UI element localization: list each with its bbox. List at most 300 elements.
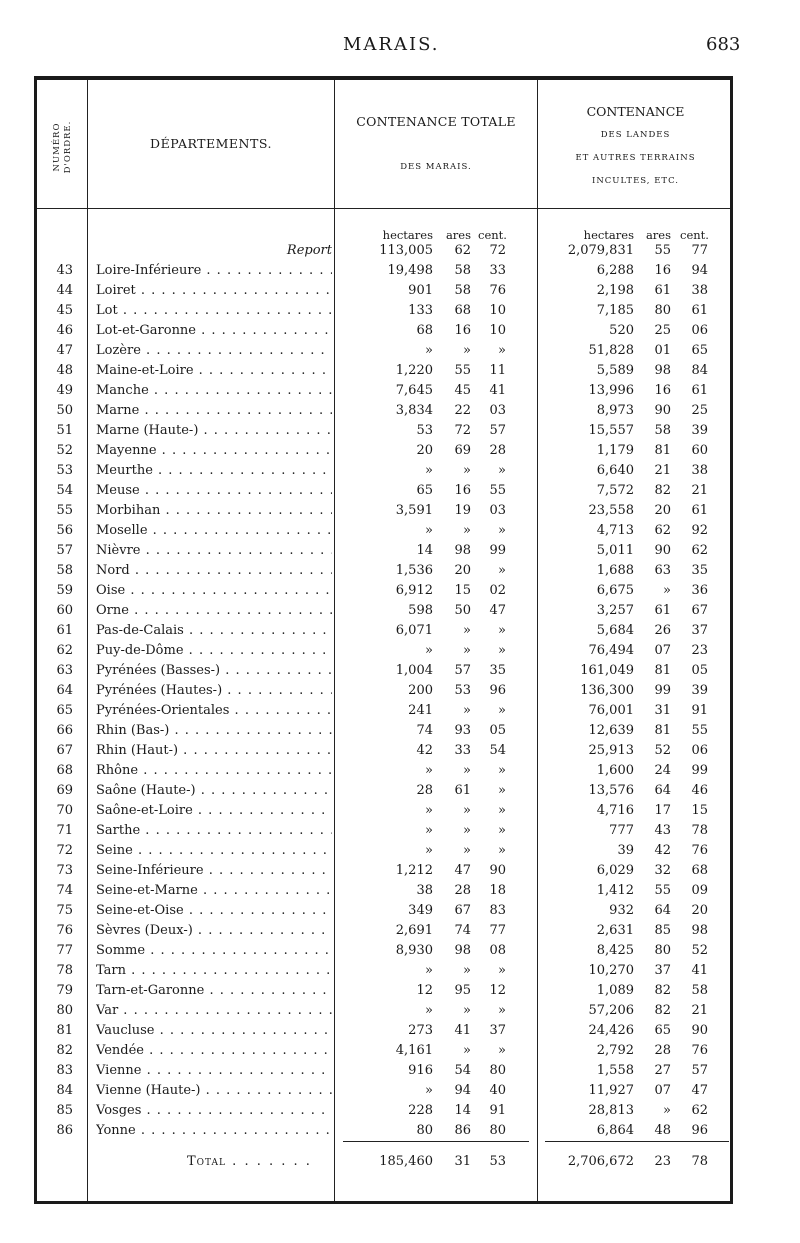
landes-cent: 76	[691, 843, 708, 858]
row-number: 63	[56, 663, 73, 678]
marais-cent: »	[498, 563, 506, 578]
marais-cent: 80	[489, 1123, 506, 1138]
marais-hectares: »	[425, 1003, 433, 1018]
landes-cent: 78	[691, 823, 708, 838]
table-row	[37, 541, 730, 561]
row-number: 43	[56, 263, 73, 278]
table-row	[37, 561, 730, 581]
landes-ares: 80	[654, 943, 671, 958]
table-row	[37, 721, 730, 741]
marais-cent: »	[498, 763, 506, 778]
marais-cent: 72	[489, 243, 506, 258]
landes-hectares: 777	[609, 823, 634, 838]
landes-ares: 98	[654, 363, 671, 378]
marais-cent: 90	[489, 863, 506, 878]
landes-hectares: 2,706,672	[567, 1154, 634, 1169]
landes-hectares: 23,558	[588, 503, 634, 518]
table-row	[37, 441, 730, 461]
departement-name: Tarn . . .	[96, 961, 332, 981]
marais-hectares: 20	[416, 443, 433, 458]
row-number: 52	[56, 443, 73, 458]
landes-hectares: 6,640	[596, 463, 634, 478]
marais-ares: 72	[454, 423, 471, 438]
row-number: 86	[56, 1123, 73, 1138]
table-row	[37, 421, 730, 441]
landes-ares: 55	[654, 883, 671, 898]
landes-cent: 47	[691, 1083, 708, 1098]
departement-name: Vaucluse . . .	[96, 1021, 332, 1041]
marais-hectares: 273	[408, 1023, 433, 1038]
marais-ares: »	[463, 523, 471, 538]
table-row	[37, 1041, 730, 1061]
table-row	[37, 1101, 730, 1121]
landes-ares: 81	[654, 663, 671, 678]
landes-ares: 07	[654, 1083, 671, 1098]
landes-ares: 61	[654, 603, 671, 618]
row-number: 62	[56, 643, 73, 658]
landes-hectares: 11,927	[588, 1083, 634, 1098]
landes-hectares: 57,206	[588, 1003, 634, 1018]
landes-ares: 61	[654, 283, 671, 298]
row-number: 58	[56, 563, 73, 578]
marais-ares: 16	[454, 323, 471, 338]
marais-hectares: »	[425, 963, 433, 978]
row-number: 64	[56, 683, 73, 698]
marais-ares: 54	[454, 1063, 471, 1078]
marais-cent: »	[498, 623, 506, 638]
marais-hectares: 598	[408, 603, 433, 618]
landes-ares: 58	[654, 423, 671, 438]
landes-ares: 43	[654, 823, 671, 838]
marais-hectares: 1,212	[395, 863, 433, 878]
marais-cent: 53	[489, 1154, 506, 1169]
table-row	[37, 861, 730, 881]
landes-ares: 82	[654, 1003, 671, 1018]
landes-cent: 77	[691, 243, 708, 258]
landes-hectares: 2,631	[596, 923, 634, 938]
landes-ares: 42	[654, 843, 671, 858]
landes-cent: 20	[691, 903, 708, 918]
marais-hectares: »	[425, 803, 433, 818]
landes-hectares: 13,576	[588, 783, 634, 798]
departement-name: Sarthe . . .	[96, 821, 332, 841]
landes-ares: 81	[654, 723, 671, 738]
departement-name: Pyrénées-Orientales . . .	[96, 701, 332, 721]
landes-hectares: 7,185	[596, 303, 634, 318]
landes-hectares: 13,996	[588, 383, 634, 398]
marais-cent: 33	[489, 263, 506, 278]
marais-hectares: 6,912	[395, 583, 433, 598]
marais-cent: »	[498, 1043, 506, 1058]
marais-hectares: 133	[408, 303, 433, 318]
marais-cent: 57	[489, 423, 506, 438]
landes-hectares: 10,270	[588, 963, 634, 978]
table-row	[37, 361, 730, 381]
landes-hectares: 2,792	[596, 1043, 634, 1058]
marais-hectares: »	[425, 643, 433, 658]
table-row	[37, 1081, 730, 1101]
total-row	[37, 1151, 730, 1173]
row-number: 47	[56, 343, 73, 358]
marais-ares: 41	[454, 1023, 471, 1038]
landes-cent: 98	[691, 923, 708, 938]
marais-ares: 58	[454, 283, 471, 298]
landes-ares: 28	[654, 1043, 671, 1058]
marais-ares: 62	[454, 243, 471, 258]
landes-ares: 21	[654, 463, 671, 478]
marais-ares: »	[463, 703, 471, 718]
marais-hectares: 113,005	[379, 243, 433, 258]
table-row	[37, 1121, 730, 1141]
marais-cent: 41	[489, 383, 506, 398]
table-row	[37, 681, 730, 701]
table-row	[37, 701, 730, 721]
landes-ares: 62	[654, 523, 671, 538]
departement-name: Rhin (Haut-) . . .	[96, 741, 332, 761]
marais-cent: »	[498, 823, 506, 838]
departement-name: Mayenne . . .	[96, 441, 332, 461]
row-number: 49	[56, 383, 73, 398]
departement-name: Rhin (Bas-) . . .	[96, 721, 332, 741]
running-title: MARAIS.	[343, 34, 440, 55]
landes-cent: 05	[691, 663, 708, 678]
marais-ares: 19	[454, 503, 471, 518]
departement-name: Sèvres (Deux-) . . .	[96, 921, 332, 941]
landes-hectares: 25,913	[588, 743, 634, 758]
page-number: 683	[706, 34, 741, 55]
landes-hectares: 76,494	[588, 643, 634, 658]
marais-cent: 03	[489, 503, 506, 518]
landes-cent: 09	[691, 883, 708, 898]
landes-ares: 90	[654, 403, 671, 418]
landes-hectares: 1,688	[596, 563, 634, 578]
marais-hectares: 901	[408, 283, 433, 298]
landes-ares: 48	[654, 1123, 671, 1138]
marais-cent: 77	[489, 923, 506, 938]
marais-hectares: 28	[416, 783, 433, 798]
landes-cent: 62	[691, 543, 708, 558]
marais-cent: 99	[489, 543, 506, 558]
departement-name: Vienne (Haute-) . . .	[96, 1081, 332, 1101]
landes-cent: 91	[691, 703, 708, 718]
marais-cent: »	[498, 523, 506, 538]
row-number: 72	[56, 843, 73, 858]
marais-ares: »	[463, 343, 471, 358]
column-header-marais-sub: DES MARAIS.	[400, 162, 472, 172]
marais-hectares: 6,071	[395, 623, 433, 638]
departement-name: Seine-Inférieure . . .	[96, 861, 332, 881]
landes-hectares: 7,572	[596, 483, 634, 498]
landes-hectares: 3,257	[596, 603, 634, 618]
marais-ares: 14	[454, 1103, 471, 1118]
marais-cent: 35	[489, 663, 506, 678]
marais-cent: 18	[489, 883, 506, 898]
departement-name: Loiret . . .	[96, 281, 332, 301]
column-header-marais: CONTENANCE TOTALE	[356, 114, 516, 129]
row-number: 69	[56, 783, 73, 798]
marais-ares: 98	[454, 943, 471, 958]
marais-cent: 28	[489, 443, 506, 458]
departement-name: Pyrénées (Basses-) . . .	[96, 661, 332, 681]
marais-ares: »	[463, 1003, 471, 1018]
landes-hectares: 5,684	[596, 623, 634, 638]
departement-name: Seine . . .	[96, 841, 332, 861]
landes-hectares: 6,029	[596, 863, 634, 878]
departement-name: Moselle . . .	[96, 521, 332, 541]
marais-ares: »	[463, 823, 471, 838]
table-row	[37, 901, 730, 921]
marais-ares: 86	[454, 1123, 471, 1138]
column-header-departements: DÉPARTEMENTS.	[150, 136, 272, 151]
landes-hectares: 6,864	[596, 1123, 634, 1138]
marais-hectares: »	[425, 463, 433, 478]
landes-cent: 15	[691, 803, 708, 818]
marais-hectares: 19,498	[387, 263, 433, 278]
marais-ares: 68	[454, 303, 471, 318]
table-row	[37, 661, 730, 681]
marais-cent: »	[498, 463, 506, 478]
landes-hectares: 1,089	[596, 983, 634, 998]
landes-cent: 39	[691, 683, 708, 698]
marais-cent: 47	[489, 603, 506, 618]
report-row	[37, 241, 730, 261]
row-number: 48	[56, 363, 73, 378]
landes-cent: 67	[691, 603, 708, 618]
marais-cent: »	[498, 343, 506, 358]
marais-hectares: »	[425, 1083, 433, 1098]
landes-cent: 76	[691, 1043, 708, 1058]
row-number: 71	[56, 823, 73, 838]
landes-cent: 06	[691, 743, 708, 758]
row-number: 79	[56, 983, 73, 998]
row-number: 74	[56, 883, 73, 898]
departement-name: Pyrénées (Hautes-) . . .	[96, 681, 332, 701]
landes-hectares: 932	[609, 903, 634, 918]
marais-hectares: 349	[408, 903, 433, 918]
departement-name: Marne . . .	[96, 401, 332, 421]
marais-cent: 12	[489, 983, 506, 998]
marais-ares: 31	[454, 1154, 471, 1169]
marais-hectares: 38	[416, 883, 433, 898]
marais-cent: 54	[489, 743, 506, 758]
marais-ares: 45	[454, 383, 471, 398]
landes-ares: 07	[654, 643, 671, 658]
landes-ares: 99	[654, 683, 671, 698]
landes-hectares: 24,426	[588, 1023, 634, 1038]
row-number: 53	[56, 463, 73, 478]
landes-cent: 94	[691, 263, 708, 278]
departement-name: Pas-de-Calais . . .	[96, 621, 332, 641]
landes-cent: 57	[691, 1063, 708, 1078]
landes-cent: 68	[691, 863, 708, 878]
unit-hectares: hectares	[382, 228, 433, 242]
row-number: 76	[56, 923, 73, 938]
landes-hectares: 2,198	[596, 283, 634, 298]
row-number: 46	[56, 323, 73, 338]
marais-hectares: 8,930	[395, 943, 433, 958]
marais-ares: 55	[454, 363, 471, 378]
marais-cent: »	[498, 843, 506, 858]
landes-cent: 39	[691, 423, 708, 438]
marais-hectares: 228	[408, 1103, 433, 1118]
landes-cent: 38	[691, 283, 708, 298]
marais-cent: »	[498, 703, 506, 718]
landes-cent: 62	[691, 1103, 708, 1118]
marais-ares: »	[463, 643, 471, 658]
marais-hectares: 3,834	[395, 403, 433, 418]
marais-cent: 02	[489, 583, 506, 598]
marais-ares: 57	[454, 663, 471, 678]
landes-cent: 84	[691, 363, 708, 378]
table-row	[37, 981, 730, 1001]
row-number: 54	[56, 483, 73, 498]
landes-ares: 01	[654, 343, 671, 358]
row-number: 73	[56, 863, 73, 878]
landes-ares: 20	[654, 503, 671, 518]
landes-ares: 23	[654, 1154, 671, 1169]
marais-cent: 10	[489, 303, 506, 318]
table-row	[37, 401, 730, 421]
marais-ares: 69	[454, 443, 471, 458]
marais-cent: 91	[489, 1103, 506, 1118]
row-number: 78	[56, 963, 73, 978]
table-row	[37, 921, 730, 941]
marais-hectares: 74	[416, 723, 433, 738]
landes-ares: 27	[654, 1063, 671, 1078]
marais-cent: 76	[489, 283, 506, 298]
landes-hectares: 520	[609, 323, 634, 338]
landes-cent: 90	[691, 1023, 708, 1038]
landes-hectares: 12,639	[588, 723, 634, 738]
landes-ares: 80	[654, 303, 671, 318]
landes-hectares: 15,557	[588, 423, 634, 438]
marais-hectares: »	[425, 763, 433, 778]
landes-hectares: 4,716	[596, 803, 634, 818]
table-row	[37, 581, 730, 601]
marais-cent: »	[498, 643, 506, 658]
row-number: 81	[56, 1023, 73, 1038]
departement-name: Manche . . .	[96, 381, 332, 401]
marais-ares: 15	[454, 583, 471, 598]
row-number: 59	[56, 583, 73, 598]
landes-hectares: 8,425	[596, 943, 634, 958]
marais-cent: 11	[489, 363, 506, 378]
row-number: 82	[56, 1043, 73, 1058]
total-rule	[545, 1141, 729, 1142]
marais-hectares: 200	[408, 683, 433, 698]
table-row	[37, 961, 730, 981]
departement-name: Lozère . . .	[96, 341, 332, 361]
table-row	[37, 521, 730, 541]
landes-cent: 61	[691, 503, 708, 518]
departement-name: Var . . .	[96, 1001, 332, 1021]
marais-ares: 58	[454, 263, 471, 278]
marais-ares: »	[463, 1043, 471, 1058]
row-number: 61	[56, 623, 73, 638]
table-row	[37, 841, 730, 861]
unit-cent: cent.	[680, 228, 709, 242]
column-header-landes: CONTENANCE	[586, 104, 685, 119]
landes-cent: 37	[691, 623, 708, 638]
marais-cent: 40	[489, 1083, 506, 1098]
row-number: 55	[56, 503, 73, 518]
row-number: 50	[56, 403, 73, 418]
landes-hectares: 5,589	[596, 363, 634, 378]
marais-cent: »	[498, 963, 506, 978]
landes-hectares: 6,675	[596, 583, 634, 598]
report-label: Report	[286, 243, 332, 258]
departement-name: Meurthe . . .	[96, 461, 332, 481]
landes-hectares: 8,973	[596, 403, 634, 418]
table-row	[37, 601, 730, 621]
departement-name: Rhône . . .	[96, 761, 332, 781]
landes-hectares: 5,011	[596, 543, 634, 558]
landes-cent: 99	[691, 763, 708, 778]
marais-hectares: 3,591	[395, 503, 433, 518]
unit-ares: ares	[645, 228, 671, 242]
landes-ares: »	[663, 583, 671, 598]
row-number: 57	[56, 543, 73, 558]
table-row	[37, 621, 730, 641]
landes-cent: 65	[691, 343, 708, 358]
table-row	[37, 301, 730, 321]
marais-ares: 94	[454, 1083, 471, 1098]
landes-cent: 52	[691, 943, 708, 958]
marais-ares: 61	[454, 783, 471, 798]
row-number: 68	[56, 763, 73, 778]
marais-ares: 16	[454, 483, 471, 498]
marais-hectares: »	[425, 343, 433, 358]
marais-ares: 53	[454, 683, 471, 698]
marais-hectares: 42	[416, 743, 433, 758]
table-row	[37, 261, 730, 281]
marais-hectares: »	[425, 823, 433, 838]
table-row	[37, 741, 730, 761]
statistics-table	[34, 76, 733, 1204]
landes-cent: 96	[691, 1123, 708, 1138]
marais-hectares: 1,536	[395, 563, 433, 578]
marais-ares: 93	[454, 723, 471, 738]
landes-cent: 35	[691, 563, 708, 578]
marais-ares: 22	[454, 403, 471, 418]
landes-ares: 65	[654, 1023, 671, 1038]
landes-ares: 16	[654, 383, 671, 398]
marais-hectares: 7,645	[395, 383, 433, 398]
landes-hectares: 2,079,831	[567, 243, 634, 258]
marais-cent: 08	[489, 943, 506, 958]
landes-ares: 63	[654, 563, 671, 578]
table-row	[37, 1021, 730, 1041]
marais-hectares: 1,004	[395, 663, 433, 678]
marais-cent: 55	[489, 483, 506, 498]
marais-ares: 28	[454, 883, 471, 898]
marais-cent: »	[498, 803, 506, 818]
marais-ares: 95	[454, 983, 471, 998]
marais-ares: 50	[454, 603, 471, 618]
marais-hectares: 2,691	[395, 923, 433, 938]
landes-hectares: 1,558	[596, 1063, 634, 1078]
departement-name: Puy-de-Dôme . . .	[96, 641, 332, 661]
landes-cent: 36	[691, 583, 708, 598]
total-rule	[343, 1141, 529, 1142]
page-header	[0, 30, 800, 60]
landes-cent: 25	[691, 403, 708, 418]
landes-hectares: 76,001	[588, 703, 634, 718]
unit-ares: ares	[445, 228, 471, 242]
departement-name: Yonne . . .	[96, 1121, 332, 1141]
marais-hectares: »	[425, 843, 433, 858]
departement-name: Saône (Haute-) . . .	[96, 781, 332, 801]
